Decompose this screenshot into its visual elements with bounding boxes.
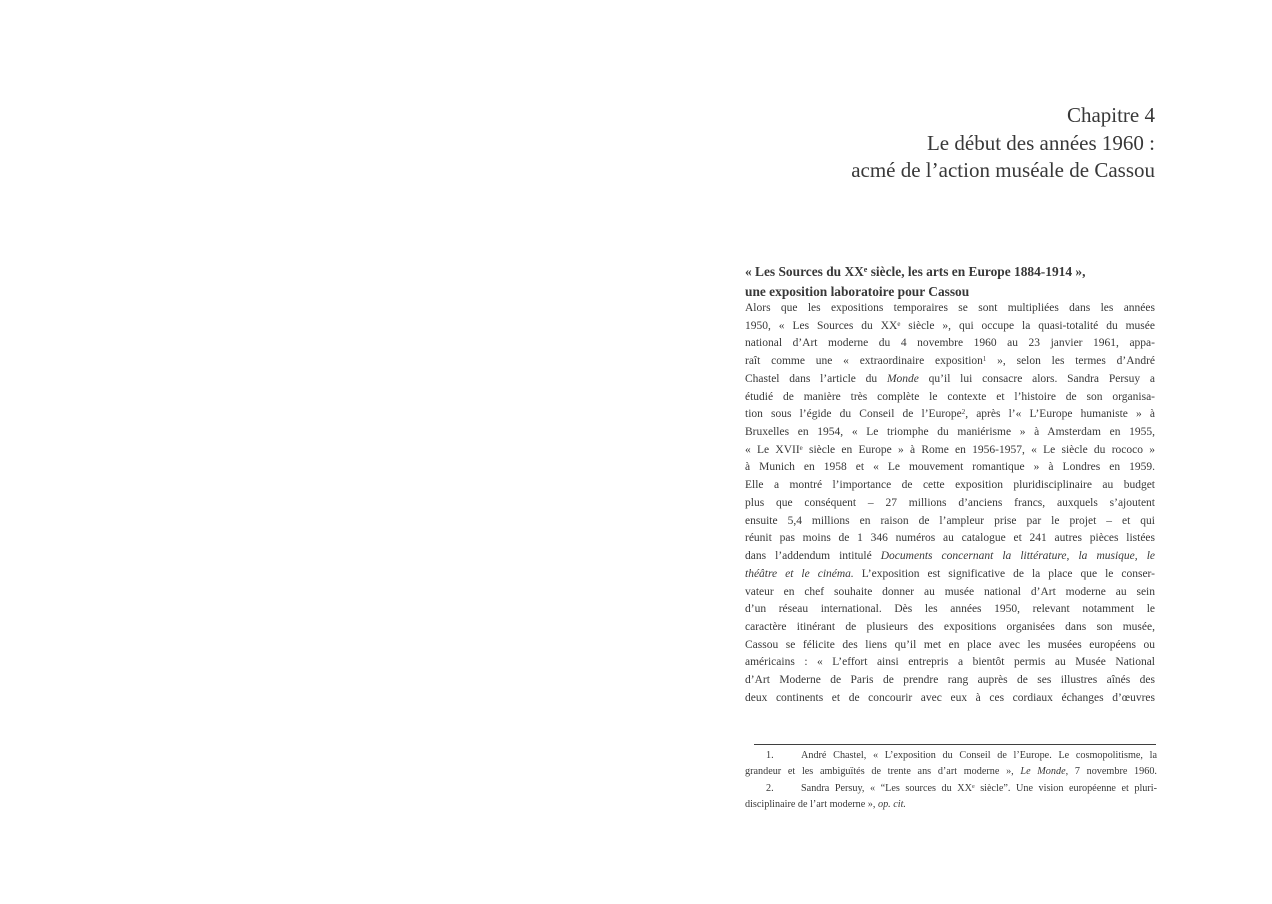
text-line: raît comme une « extraordinaire exposition$^1$ », selon les termes d’André	[745, 355, 1155, 368]
text-line: Elle a montré l’importance de cette exposition pluridisciplinaire au budget	[745, 479, 1155, 492]
text-line: Cassou se félicite des liens qu’il met en place avec les musées européens ou	[745, 638, 1155, 651]
text-line	[745, 781, 1157, 797]
text-line: une exposition laboratoire pour Cassou	[745, 284, 970, 299]
text-line: Le début des années 1960 :	[926, 130, 1155, 155]
text-line: Chastel dans l’article du Monde qu’il lui consacre alors. Sandra Persuy a	[745, 372, 1156, 385]
text-line: à Munich en 1958 et « Le mouvement romantique » à Londres en 1959.	[745, 461, 1155, 474]
text-line: plus que conséquent – 27 millions d’anciens francs, auxquels s’ajoutent	[745, 496, 1155, 509]
text-line: tion sous l’égide du Conseil de l’Europe$^2$, après l’« L’Europe humaniste » à	[745, 408, 1155, 421]
text-line: vateur en chef souhaite donner au musée national d’Art moderne au sein	[745, 585, 1155, 598]
body-paragraph	[745, 300, 1155, 708]
footnote-number: 2.	[766, 782, 774, 794]
text-line: 1950, « Les Sources du XXe siècle », qui occupe la quasi-totalité du musée	[745, 319, 1155, 332]
text-line: disciplinaire de l’art moderne », op. cit.	[745, 799, 906, 811]
text-line: Chapitre 4	[1066, 103, 1155, 127]
text-line: deux continents et de concourir avec eux à ces cordiaux échanges d’œuvres	[745, 691, 1155, 704]
text-line: « Le XVIIe siècle en Europe » à Rome en 1956-1957, « Le siècle du rococo »	[745, 443, 1155, 456]
text-line: « Les Sources du XXe siècle, les arts en Europe 1884-1914 »,	[745, 264, 1086, 279]
text-line	[745, 748, 1157, 764]
text-line: d’un réseau international. Dès les années 1950, relevant notamment le	[745, 603, 1155, 616]
text-line: d’Art Moderne de Paris de prendre rang auprès de ses illustres aînés des	[745, 674, 1155, 687]
text-line: grandeur et les ambiguïtés de trente ans d’art moderne », Le Monde, 7 novembre 1960.	[745, 766, 1157, 778]
text-line: national d’Art moderne du 4 novembre 1960 au 23 janvier 1961, appa-	[745, 337, 1155, 350]
text-line: ensuite 5,4 millions en raison de l’ampleur prise par le projet – et qui	[745, 514, 1155, 527]
text-line: acmé de l’action muséale de Cassou	[851, 158, 1155, 182]
text-line: Bruxelles en 1954, « Le triomphe du maniérisme » à Amsterdam en 1955,	[745, 426, 1155, 439]
chapter-heading	[745, 102, 1155, 185]
footnote-rule	[754, 744, 1156, 745]
footnote-text: André Chastel, « L’exposition du Conseil de l’Europe. Le cosmopolitisme, la	[801, 750, 1157, 761]
footnotes	[745, 748, 1157, 814]
text-line: dans l’addendum intitulé Documents concernant la littérature, la musique, le	[745, 550, 1156, 563]
text-line: réunit pas moins de 1 346 numéros au catalogue et 241 autres pièces listées	[745, 532, 1155, 545]
text-line: américains : « L’effort ainsi entrepris a bientôt permis au Musée National	[745, 656, 1155, 669]
text-line: étudié de manière très complète le contexte et l’histoire de son organisa-	[745, 390, 1155, 403]
text-line: caractère itinérant de plusieurs des expositions organisées dans son musée,	[745, 620, 1155, 633]
text-line: Alors que les expositions temporaires se sont multipliées dans les années	[745, 302, 1155, 314]
footnote-text: Sandra Persuy, « “Les sources du XXe siècle”. Une vision européenne et pluri-	[801, 782, 1158, 794]
text-line: théâtre et le cinéma. L’exposition est significative de la place que le conser-	[745, 567, 1155, 580]
footnote-number: 1.	[766, 750, 774, 761]
section-heading	[745, 262, 1155, 302]
